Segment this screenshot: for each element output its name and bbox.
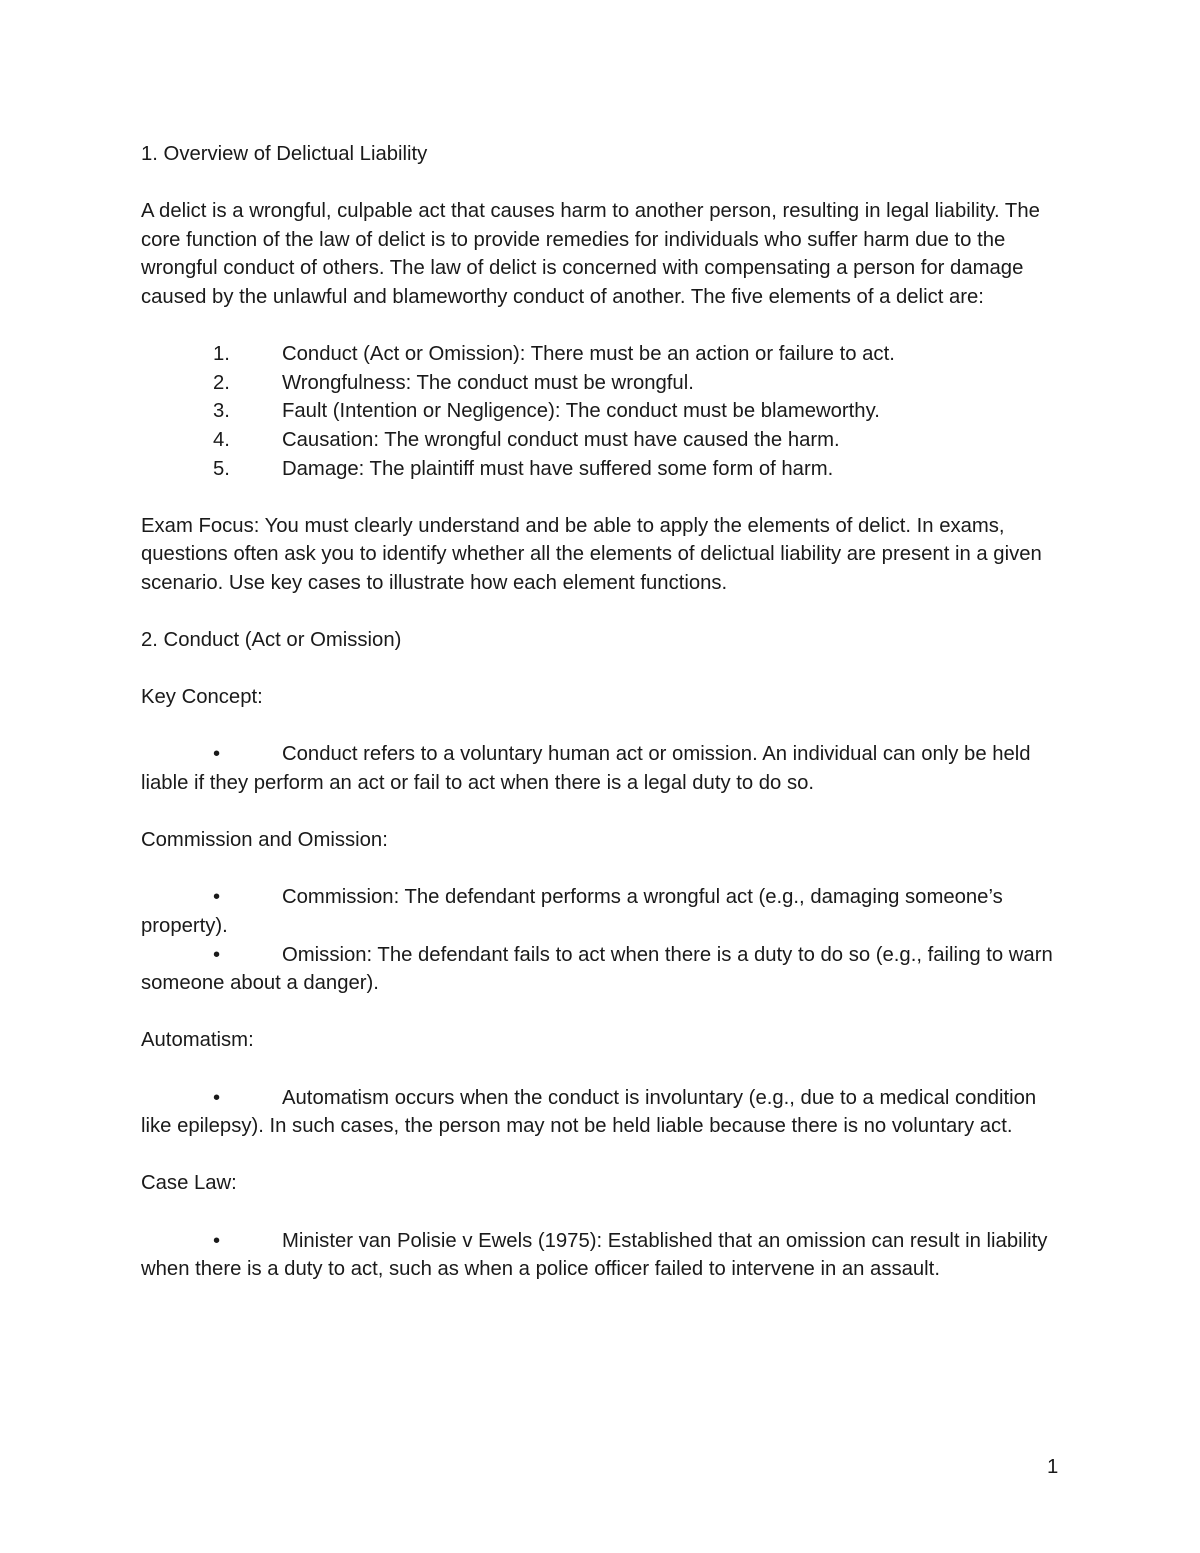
intro-paragraph: A delict is a wrongful, culpable act that causes harm to another person, resulting in legal liability. The core function of the law of delict is to provide remedies for individuals who suffer harm due to the wrongful conduct of others. The law of delict is concerned with compensating a person for damage caused by the unlawful and blameworthy conduct of another. The five elements of a delict are: [141,200,1040,308]
bullet-icon: • [213,943,221,966]
list-item [141,369,1061,398]
exam-focus-paragraph: Exam Focus: You must clearly understand and be able to apply the elements of delict. In exams, questions often ask you to identify whether all the elements of delictual liability are present in a given scenario. Use key cases to illustrate how each element functions. [141,514,1042,594]
bullet-text: Omission: The defendant fails to act when there is a duty to do so (e.g., failing to warn someone about a danger). [141,943,1053,995]
automatism-bullet [141,1084,1061,1141]
case-law-bullet [141,1227,1061,1284]
page-number: 1 [1047,1456,1059,1478]
bullet-text: Conduct refers to a voluntary human act or omission. An individual can only be held liable if they perform an act or fail to act when there is a legal duty to do so. [141,743,1031,795]
list-item-number: 5. [213,457,230,480]
section-heading-2: 2. Conduct (Act or Omission) [141,629,402,652]
list-item-text: Wrongfulness: The conduct must be wrongful. [282,371,694,394]
list-item-number: 4. [213,428,230,451]
bullet-icon: • [213,1229,221,1252]
bullet-text: Minister van Polisie v Ewels (1975): Established that an omission can result in liability when there is a duty to act, such as when a police officer failed to intervene in an assault. [141,1229,1048,1281]
bullet-text: Automatism occurs when the conduct is involuntary (e.g., due to a medical condition like epilepsy). In such cases, the person may not be held liable because there is no voluntary act. [141,1086,1037,1138]
commission-bullet [141,883,1061,940]
automatism-label: Automatism: [141,1029,254,1052]
bullet-icon: • [213,886,221,909]
list-item-number: 3. [213,400,230,423]
omission-bullet [141,941,1061,998]
bullet-text: Commission: The defendant performs a wrongful act (e.g., damaging someone’s property). [141,886,1003,938]
commission-omission-label: Commission and Omission: [141,829,388,852]
key-concept-label: Key Concept: [141,686,263,709]
section-heading-1: 1. Overview of Delictual Liability [141,143,428,165]
list-item-text: Damage: The plaintiff must have suffered some form of harm. [282,457,834,480]
list-item [141,455,1061,484]
list-item [141,426,1061,455]
bullet-icon: • [213,743,221,766]
list-item-text: Fault (Intention or Negligence): The conduct must be blameworthy. [282,400,880,423]
bullet-icon: • [213,1086,221,1109]
list-item-number: 1. [213,343,230,366]
list-item-text: Conduct (Act or Omission): There must be an action or failure to act. [282,343,895,366]
list-item-text: Causation: The wrongful conduct must have caused the harm. [282,428,840,451]
case-law-label: Case Law: [141,1172,237,1195]
key-concept-bullet [141,740,1061,797]
list-item [141,397,1061,426]
elements-list [141,340,1061,483]
document-body [141,140,1061,1284]
list-item-number: 2. [213,371,230,394]
list-item [141,340,1061,369]
